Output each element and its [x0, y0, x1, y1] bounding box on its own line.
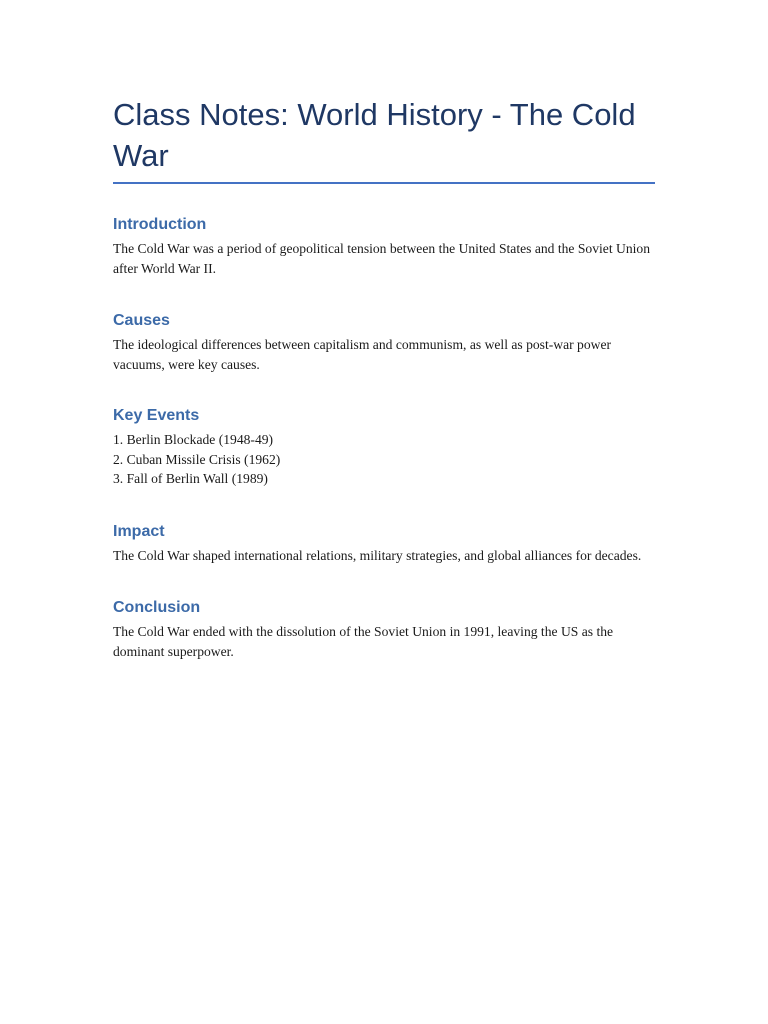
section-heading-key-events: Key Events — [113, 407, 200, 424]
section-causes — [113, 311, 655, 374]
section-heading-causes: Causes — [113, 312, 170, 329]
section-introduction — [113, 215, 655, 278]
section-heading-impact: Impact — [113, 522, 165, 540]
list-item: 3. Fall of Berlin Wall (1989) — [113, 471, 268, 486]
section-heading-introduction: Introduction — [113, 216, 207, 233]
title-underline-divider — [113, 182, 655, 184]
list-item: 2. Cuban Missile Crisis (1962) — [113, 451, 281, 467]
section-body-impact: The Cold War shaped international relations, military strategies, and global alliances for decades. — [113, 547, 642, 563]
section-conclusion — [113, 598, 655, 661]
document-page — [113, 0, 655, 661]
key-events-list — [113, 430, 655, 489]
section-heading-conclusion: Conclusion — [113, 599, 201, 616]
section-body-introduction: The Cold War was a period of geopolitical tension between the United States and the Soviet Union after World War II. — [113, 241, 650, 276]
section-body-conclusion: The Cold War ended with the dissolution of the Soviet Union in 1991, leaving the US as the dominant superpower. — [113, 624, 614, 659]
section-body-causes: The ideological differences between capitalism and communism, as well as post-war power vacuums, were key causes. — [113, 337, 612, 372]
section-impact — [113, 522, 655, 566]
section-key-events — [113, 406, 655, 489]
list-item: 1. Berlin Blockade (1948-49) — [113, 432, 274, 447]
page-title: Class Notes: World History - The Cold War — [113, 97, 636, 173]
